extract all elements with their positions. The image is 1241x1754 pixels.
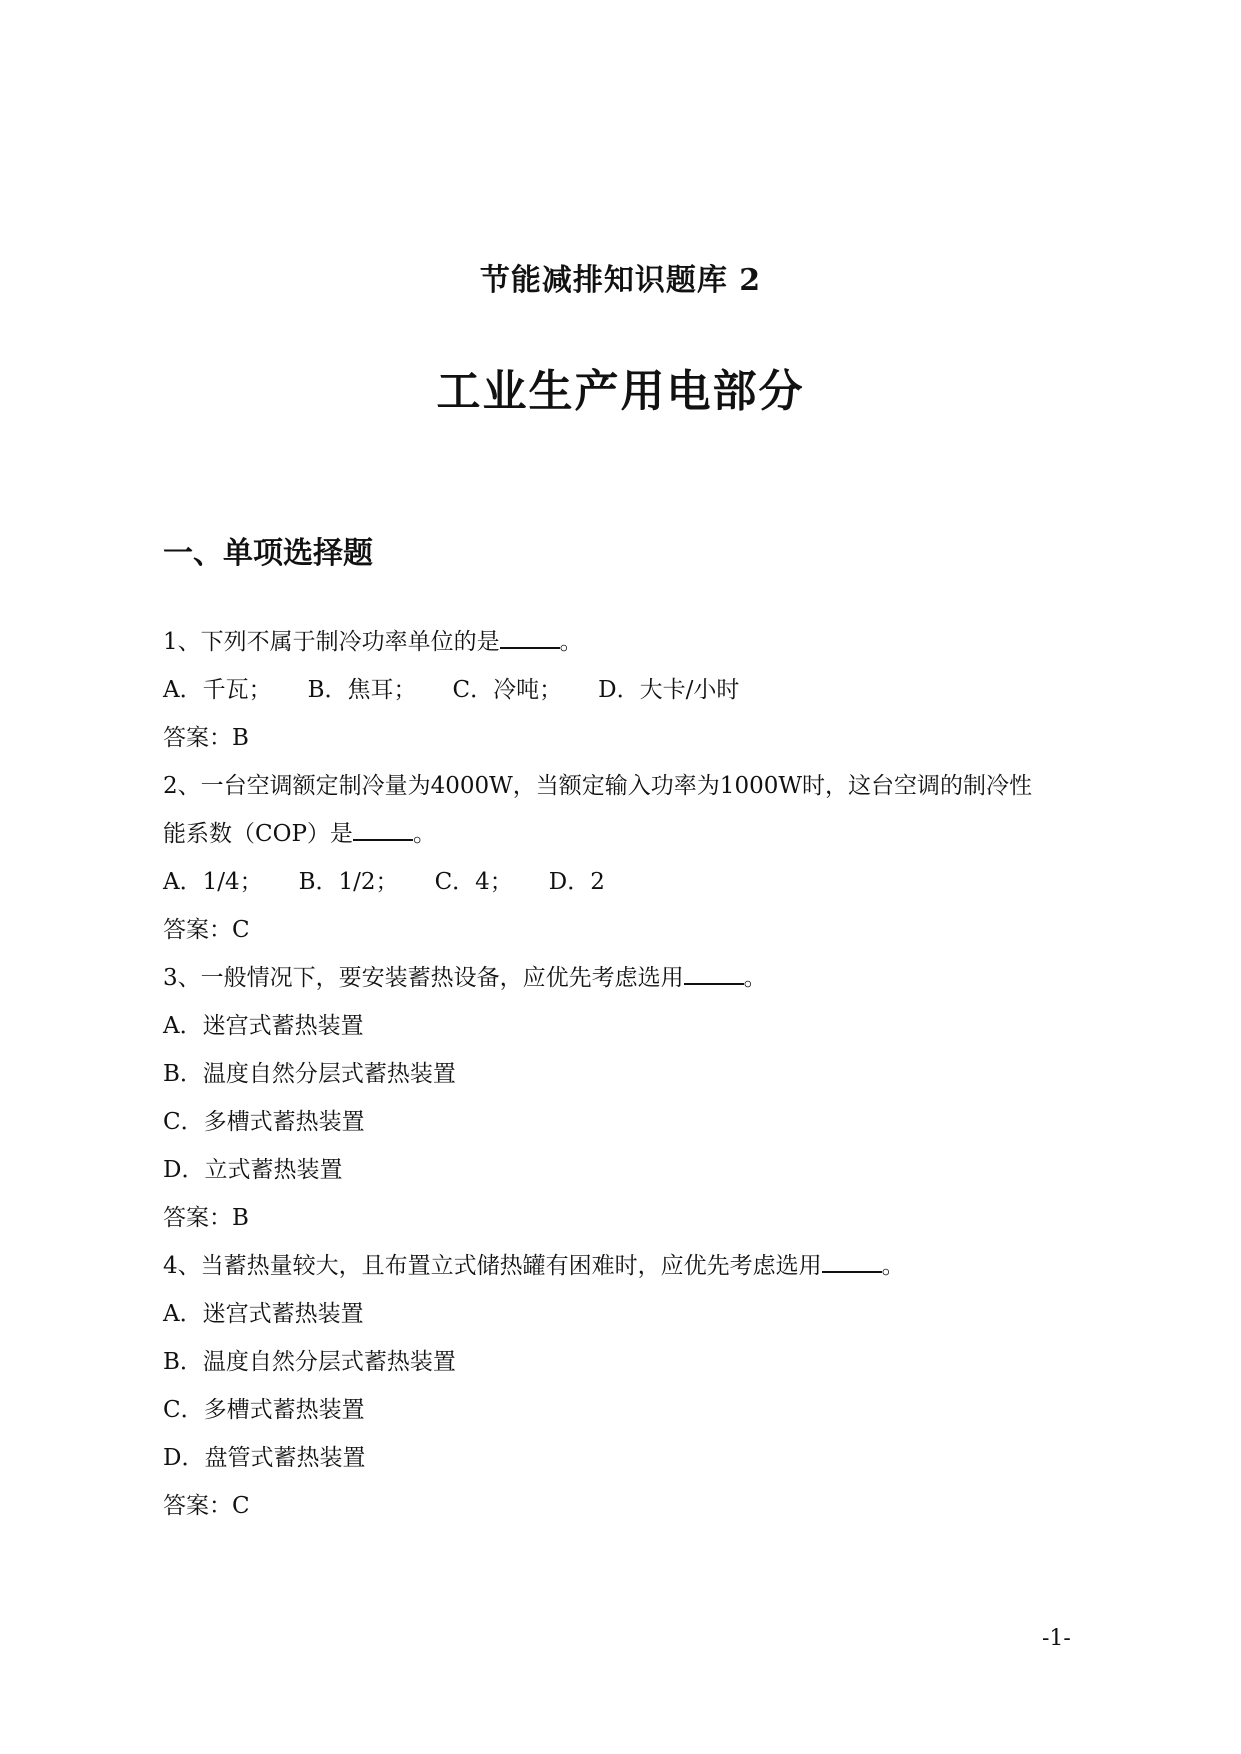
question-2-stem-line-1: 2、一台空调额定制冷量为4000W，当额定输入功率为1000W时，这台空调的制冷性 (163, 773, 1032, 799)
document-title: 节能减排知识题库 2 (479, 263, 762, 298)
option-c: C．4； (434, 869, 513, 895)
question-4-option-b: B．温度自然分层式蓄热装置 (163, 1349, 456, 1375)
question-2-options (163, 858, 1083, 906)
option-d: D．大卡/小时 (598, 677, 740, 703)
document-subtitle: 工业生产用电部分 (436, 366, 805, 417)
question-2-stem-line-2: 能系数（COP）是 。 (163, 810, 1083, 858)
question-3-option-d: D．立式蓄热装置 (163, 1157, 343, 1183)
question-3-stem: 3、一般情况下，要安装蓄热设备，应优先考虑选用 。 (163, 954, 1083, 1002)
question-1-stem: 1、下列不属于制冷功率单位的是 。 (163, 618, 1083, 666)
option-b: B．1/2； (298, 869, 399, 895)
question-4-option-a: A．迷宫式蓄热装置 (163, 1301, 364, 1327)
option-a: A．1/4； (163, 869, 263, 895)
option-c: C．冷吨； (452, 677, 563, 703)
answer-blank (353, 817, 413, 841)
question-4-option-d: D．盘管式蓄热装置 (163, 1445, 366, 1471)
question-list (163, 618, 1083, 1530)
section-heading: 一、单项选择题 (163, 536, 373, 571)
question-3-option-b: B．温度自然分层式蓄热装置 (163, 1061, 456, 1087)
question-3-option-a: A．迷宫式蓄热装置 (163, 1013, 364, 1039)
question-1-options (163, 666, 1083, 714)
question-4-answer: 答案：C (163, 1493, 250, 1519)
answer-blank (500, 625, 560, 649)
question-4-option-c: C．多槽式蓄热装置 (163, 1397, 365, 1423)
question-3-answer: 答案：B (163, 1205, 249, 1231)
answer-blank (684, 961, 744, 985)
question-2-answer: 答案：C (163, 917, 250, 943)
option-b: B．焦耳； (307, 677, 417, 703)
question-3-option-c: C．多槽式蓄热装置 (163, 1109, 365, 1135)
question-1-answer: 答案：B (163, 725, 249, 751)
option-a: A．千瓦； (163, 677, 272, 703)
option-d: D．2 (548, 869, 605, 895)
question-4-stem: 4、当蓄热量较大，且布置立式储热罐有困难时，应优先考虑选用 。 (163, 1242, 1083, 1290)
page-number: -1- (1042, 1626, 1071, 1651)
answer-blank (822, 1249, 882, 1273)
